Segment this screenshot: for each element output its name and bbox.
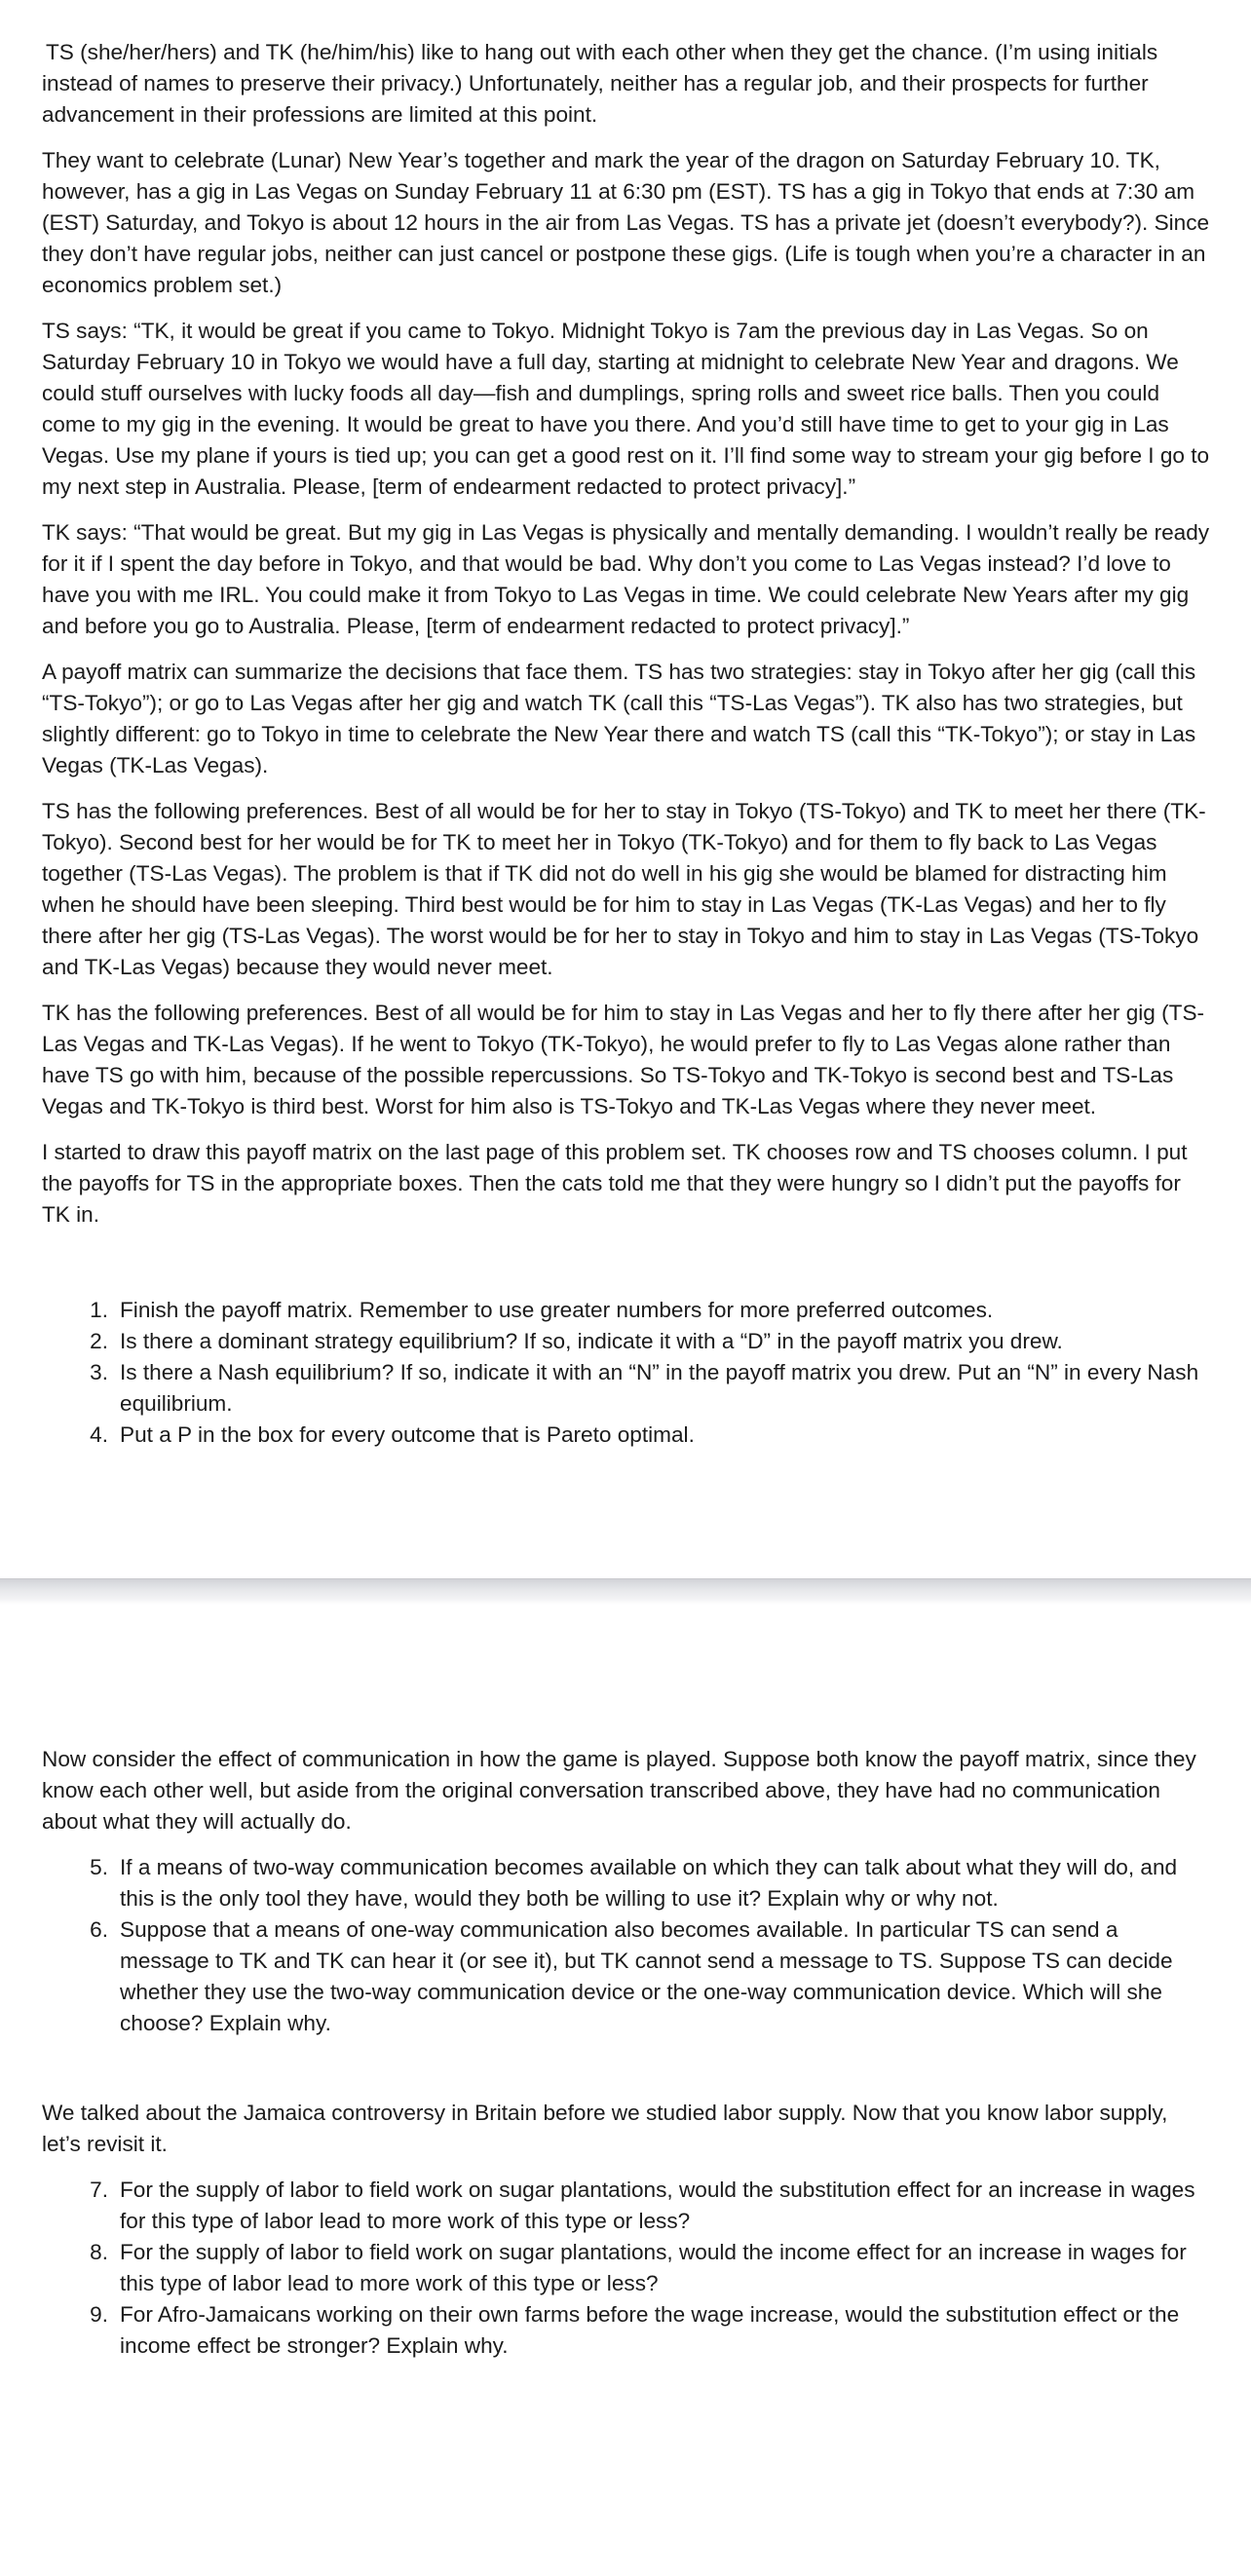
- question-text: Is there a dominant strategy equilibrium? If so, indicate it with a “D” in the payoff matrix you drew.: [120, 1329, 1063, 1353]
- question-item: [42, 1326, 1210, 1357]
- question-list-payoff: [42, 1295, 1210, 1451]
- question-list-labor: [42, 2175, 1210, 2362]
- question-item: [42, 2175, 1210, 2237]
- question-text: Put a P in the box for every outcome that is Pareto optimal.: [120, 1422, 695, 1447]
- question-item: [42, 1420, 1210, 1451]
- paragraph-payoff-matrix-strategies: A payoff matrix can summarize the decisions that face them. TS has two strategies: stay in Tokyo after her gig (call this “TS-Tokyo”); or go to Las Vegas after her gig and watch TK (call this “TS-Las Vegas”). TK also has two strategies, but slightly different: go to Tokyo in time to celebrate the New Year there and watch TS (call this “TK-Tokyo”); or stay in Las Vegas (TK-Las Vegas).: [42, 660, 1196, 777]
- question-number: 4.: [90, 1422, 108, 1447]
- question-text: For the supply of labor to field work on sugar plantations, would the substitution effect for an increase in wages for this type of labor lead to more work of this type or less?: [120, 2178, 1195, 2233]
- question-text: Is there a Nash equilibrium? If so, indicate it with an “N” in the payoff matrix you drew. Put an “N” in every Nash equilibrium.: [120, 1360, 1199, 1416]
- question-number: 2.: [90, 1329, 108, 1353]
- question-number: 7.: [90, 2178, 108, 2202]
- question-item: [42, 1357, 1210, 1420]
- page-separator: [0, 1578, 1251, 1605]
- paragraph-labor-intro: We talked about the Jamaica controversy in Britain before we studied labor supply. Now that you know labor supply, let’s revisit it.: [42, 2101, 1168, 2156]
- question-item: [42, 1914, 1210, 2039]
- question-number: 1.: [90, 1298, 108, 1322]
- question-text: For the supply of labor to field work on sugar plantations, would the income effect for an increase in wages for this type of labor lead to more work of this type or less?: [120, 2240, 1187, 2295]
- question-item: [42, 1295, 1210, 1326]
- question-number: 6.: [90, 1917, 108, 1942]
- question-text: Finish the payoff matrix. Remember to use greater numbers for more preferred outcomes.: [120, 1298, 994, 1322]
- question-item: [42, 2299, 1210, 2362]
- question-text: Suppose that a means of one-way communication also becomes available. In particular TS can send a message to TK and TK can hear it (or see it), but TK cannot send a message to TS. Suppose TS can decide whether they use the two-way communication device or the one-way communication device. Which will she choose? Explain why.: [120, 1917, 1173, 2035]
- paragraph-ts-preferences: TS has the following preferences. Best of all would be for her to stay in Tokyo (TS-Tokyo) and TK to meet her there (TK-Tokyo). Second best for her would be for TK to meet her in Tokyo (TK-Tokyo) and for them to fly back to Las Vegas together (TS-Las Vegas). The problem is that if TK did not do well in his gig she would be blamed for distracting him when he should have been sleeping. Third best would be for him to stay in Las Vegas (TK-Las Vegas) and her to fly there after her gig (TS-Las Vegas). The worst would be for her to stay in Tokyo and him to stay in Las Vegas (TS-Tokyo and TK-Las Vegas) because they would never meet.: [42, 799, 1206, 979]
- question-number: 5.: [90, 1855, 108, 1879]
- paragraph-characters-intro: TS (she/her/hers) and TK (he/him/his) like to hang out with each other when they get the chance. (I’m using initials instead of names to preserve their privacy.) Unfortunately, neither has a regular job, and their prospects for further advancement in their professions are limited at this point.: [42, 40, 1158, 127]
- question-text: If a means of two-way communication becomes available on which they can talk about what they will do, and this is the only tool they have, would they both be willing to use it? Explain why or why not.: [120, 1855, 1178, 1911]
- paragraph-ts-says: TS says: “TK, it would be great if you came to Tokyo. Midnight Tokyo is 7am the previous day in Las Vegas. So on Saturday February 10 in Tokyo we would have a full day, starting at midnight to celebrate New Year and dragons. We could stuff ourselves with lucky foods all day—fish and dumplings, spring rolls and sweet rice balls. Then you could come to my gig in the evening. It would be great to have you there. And you’d still have time to get to your gig in Las Vegas. Use my plane if yours is tied up; you can get a good rest on it. I’ll find some way to stream your gig before I go to my next step in Australia. Please, [term of endearment redacted to protect privacy].”: [42, 319, 1210, 499]
- question-list-communication: [42, 1852, 1210, 2039]
- question-number: 8.: [90, 2240, 108, 2264]
- document-page-2: [0, 1744, 1251, 2576]
- paragraph-matrix-instructions: I started to draw this payoff matrix on the last page of this problem set. TK chooses row and TS chooses column. I put the payoffs for TS in the appropriate boxes. Then the cats told me that they were hungry so I didn’t put the payoffs for TK in.: [42, 1140, 1188, 1227]
- question-item: [42, 2237, 1210, 2299]
- question-item: [42, 1852, 1210, 1914]
- question-number: 9.: [90, 2302, 108, 2327]
- paragraph-gig-schedule: They want to celebrate (Lunar) New Year’s together and mark the year of the dragon on Saturday February 10. TK, however, has a gig in Las Vegas on Sunday February 11 at 6:30 pm (EST). TS has a gig in Tokyo that ends at 7:30 am (EST) Saturday, and Tokyo is about 12 hours in the air from Las Vegas. TS has a private jet (doesn’t everybody?). Since they don’t have regular jobs, neither can just cancel or postpone these gigs. (Life is tough when you’re a character in an economics problem set.): [42, 148, 1210, 297]
- question-text: For Afro-Jamaicans working on their own farms before the wage increase, would the substitution effect or the income effect be stronger? Explain why.: [120, 2302, 1180, 2358]
- paragraph-tk-says: TK says: “That would be great. But my gig in Las Vegas is physically and mentally demanding. I wouldn’t really be ready for it if I spent the day before in Tokyo, and that would be bad. Why don’t you come to Las Vegas instead? I’d love to have you with me IRL. You could make it from Tokyo to Las Vegas in time. We could celebrate New Years after my gig and before you go to Australia. Please, [term of endearment redacted to protect privacy].”: [42, 520, 1210, 638]
- paragraph-communication-intro: Now consider the effect of communication in how the game is played. Suppose both know the payoff matrix, since they know each other well, but aside from the original conversation transcribed above, they have had no communication about what they will actually do.: [42, 1747, 1196, 1834]
- paragraph-tk-preferences: TK has the following preferences. Best of all would be for him to stay in Las Vegas and her to fly there after her gig (TS-Las Vegas and TK-Las Vegas). If he went to Tokyo (TK-Tokyo), he would prefer to fly to Las Vegas alone rather than have TS go with him, because of the possible repercussions. So TS-Tokyo and TK-Tokyo is second best and TS-Las Vegas and TK-Tokyo is third best. Worst for him also is TS-Tokyo and TK-Las Vegas where they never meet.: [42, 1001, 1205, 1118]
- question-number: 3.: [90, 1360, 108, 1384]
